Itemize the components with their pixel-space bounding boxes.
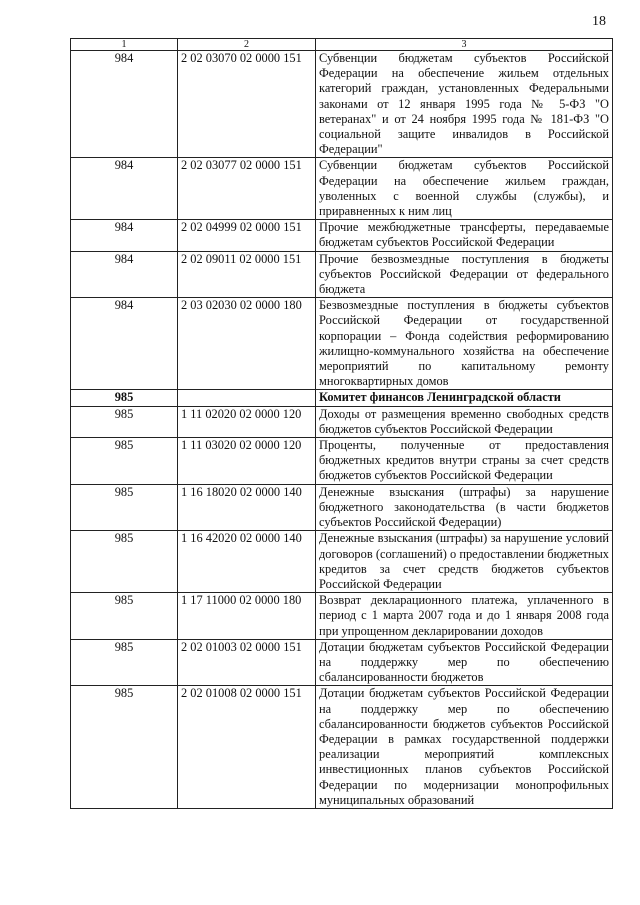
- administrator-code: 985: [71, 438, 178, 485]
- table-row: [71, 531, 613, 593]
- revenue-description: Субвенции бюджетам субъектов Российской Федерации на обеспечение жильем граждан, уволенных с военной службы (службы), и приравненных к ним лиц: [316, 158, 613, 220]
- administrator-code: 985: [71, 593, 178, 640]
- revenue-description: Дотации бюджетам субъектов Российской Федерации на поддержку мер по обеспечению сбалансированности бюджетов субъектов Российской Федерации в рамках государственной поддержки реализации мероприятий комплексных инвестиционных планов субъектов Российской Федерации по модернизации монопрофильных муниципальных образований: [316, 686, 613, 809]
- revenue-description: Возврат декларационного платежа, уплаченного в период с 1 марта 2007 года и до 1 января 2008 года при упрощенном декларировании доходов: [316, 593, 613, 640]
- revenue-description: Проценты, полученные от предоставления бюджетных кредитов внутри страны за счет средств бюджетов субъектов Российской Федерации: [316, 438, 613, 485]
- administrator-code: 984: [71, 220, 178, 251]
- column-number-3: 3: [316, 39, 613, 51]
- table-row: [71, 158, 613, 220]
- revenue-classification-code: 2 03 02030 02 0000 180: [178, 298, 316, 390]
- revenue-description: Доходы от размещения временно свободных средств бюджетов субъектов Российской Федерации: [316, 406, 613, 437]
- page-number: 18: [592, 14, 606, 29]
- revenue-classification-code: 2 02 01008 02 0000 151: [178, 686, 316, 809]
- administrator-code: 985: [71, 639, 178, 686]
- budget-revenue-table: [70, 38, 613, 809]
- revenue-classification-code: 1 11 03020 02 0000 120: [178, 438, 316, 485]
- revenue-classification-code: 1 11 02020 02 0000 120: [178, 406, 316, 437]
- table-row: [71, 406, 613, 437]
- revenue-classification-code: 1 16 42020 02 0000 140: [178, 531, 316, 593]
- administrator-code: 985: [71, 484, 178, 531]
- table-body: [71, 51, 613, 809]
- table-row: [71, 639, 613, 686]
- revenue-description: Прочие безвозмездные поступления в бюджеты субъектов Российской Федерации от федерального бюджета: [316, 251, 613, 298]
- revenue-description: Денежные взыскания (штрафы) за нарушение условий договоров (соглашений) о предоставлении бюджетных кредитов за счет средств бюджетов субъектов Российской Федерации: [316, 531, 613, 593]
- revenue-classification-code: [178, 390, 316, 406]
- revenue-classification-code: 2 02 04999 02 0000 151: [178, 220, 316, 251]
- revenue-classification-code: 1 16 18020 02 0000 140: [178, 484, 316, 531]
- section-title: Комитет финансов Ленинградской области: [316, 390, 613, 406]
- administrator-code: 985: [71, 406, 178, 437]
- administrator-code: 984: [71, 298, 178, 390]
- revenue-classification-code: 2 02 01003 02 0000 151: [178, 639, 316, 686]
- column-number-row: [71, 39, 613, 51]
- administrator-code: 984: [71, 251, 178, 298]
- administrator-code: 984: [71, 51, 178, 158]
- administrator-code: 984: [71, 158, 178, 220]
- revenue-classification-code: 2 02 09011 02 0000 151: [178, 251, 316, 298]
- table-row: [71, 51, 613, 158]
- column-number-2: 2: [178, 39, 316, 51]
- revenue-description: Дотации бюджетам субъектов Российской Федерации на поддержку мер по обеспечению сбалансированности бюджетов: [316, 639, 613, 686]
- section-header-row: [71, 390, 613, 406]
- revenue-classification-code: 2 02 03070 02 0000 151: [178, 51, 316, 158]
- table-row: [71, 298, 613, 390]
- table-row: [71, 220, 613, 251]
- column-number-1: 1: [71, 39, 178, 51]
- administrator-code: 985: [71, 686, 178, 809]
- revenue-description: Безвозмездные поступления в бюджеты субъектов Российской Федерации от государственной корпорации – Фонда содействия реформированию жилищно-коммунального хозяйства на обеспечение мероприятий по капитальному ремонту многоквартирных домов: [316, 298, 613, 390]
- table-row: [71, 686, 613, 809]
- revenue-description: Денежные взыскания (штрафы) за нарушение бюджетного законодательства (в части бюджетов субъектов Российской Федерации): [316, 484, 613, 531]
- administrator-code: 985: [71, 531, 178, 593]
- revenue-description: Прочие межбюджетные трансферты, передаваемые бюджетам субъектов Российской Федерации: [316, 220, 613, 251]
- table-row: [71, 484, 613, 531]
- revenue-classification-code: 2 02 03077 02 0000 151: [178, 158, 316, 220]
- table-row: [71, 438, 613, 485]
- revenue-classification-code: 1 17 11000 02 0000 180: [178, 593, 316, 640]
- table-row: [71, 251, 613, 298]
- revenue-description: Субвенции бюджетам субъектов Российской Федерации на обеспечение жильем отдельных категорий граждан, установленных Федеральными законами от 12 января 1995 года № 5-ФЗ "О ветеранах" и от 24 ноября 1995 года № 181-ФЗ "О социальной защите инвалидов в Российской Федерации": [316, 51, 613, 158]
- administrator-code: 985: [71, 390, 178, 406]
- table-row: [71, 593, 613, 640]
